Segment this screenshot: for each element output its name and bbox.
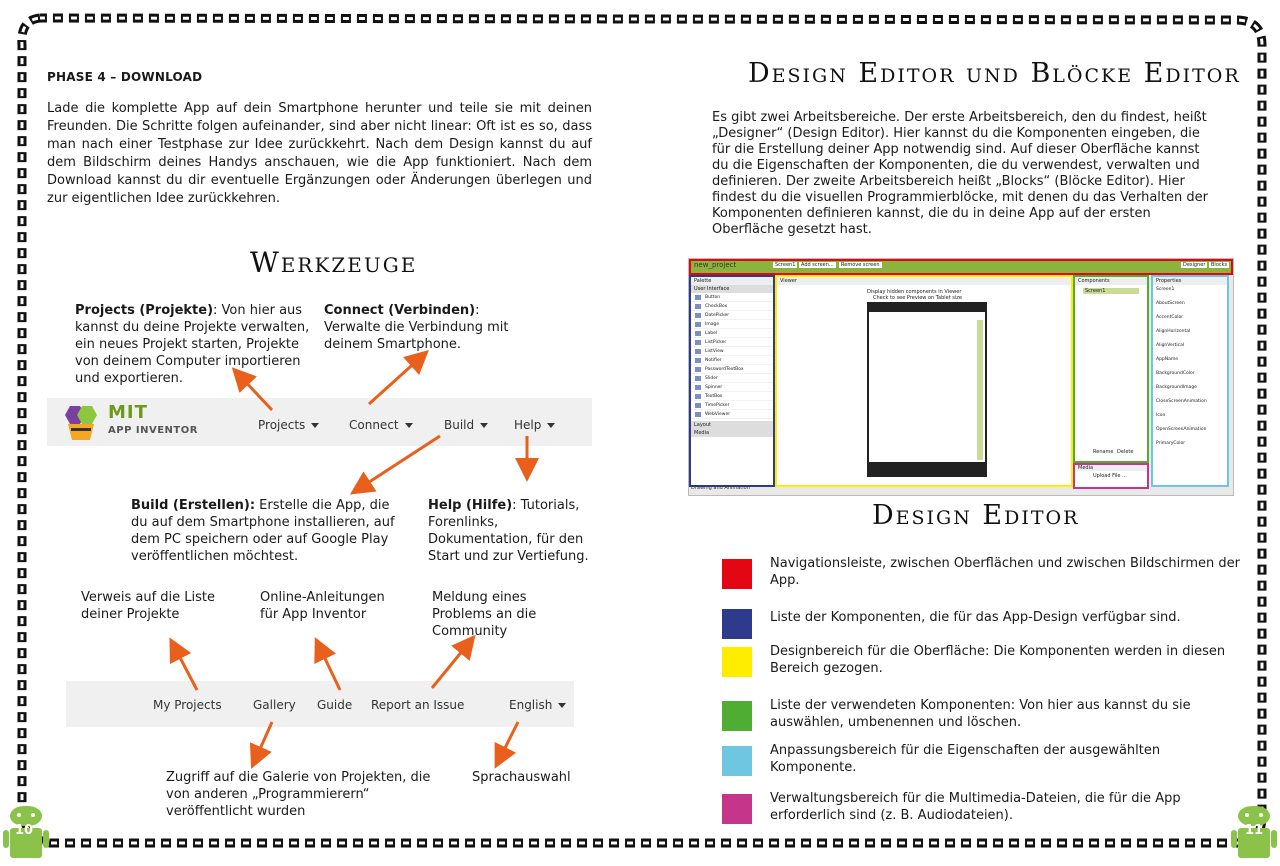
- palette-item[interactable]: ListPicker: [691, 338, 773, 347]
- media-title: Media: [1075, 465, 1147, 471]
- legend-text: Liste der verwendeten Komponenten: Von hier aus kannst du sie auswählen, umbenennen und löschen.: [770, 698, 1191, 730]
- language-label: English: [509, 698, 553, 712]
- note-help-title: Help (Hilfe): [428, 498, 513, 513]
- legend-text: Designbereich für die Oberfläche: Die Komponenten werden in diesen Bereich gezogen.: [770, 644, 1226, 676]
- screen-select[interactable]: Screen1: [775, 262, 796, 268]
- arrow-guide: [320, 648, 340, 690]
- property-item[interactable]: AlignHorizontal: [1156, 329, 1191, 334]
- legend-text: Navigationsleiste, zwischen Oberflächen und zwischen Bildschirmen der App.: [770, 556, 1240, 588]
- legend-item-green: [722, 697, 1232, 737]
- component-icon: [695, 340, 701, 345]
- user-interface-category[interactable]: User Interface: [691, 285, 773, 293]
- properties-title: Properties: [1153, 277, 1227, 285]
- palette-item[interactable]: Label: [691, 329, 773, 338]
- menu-connect-label: Connect: [349, 418, 399, 432]
- palette-item[interactable]: Button: [691, 293, 773, 302]
- component-icon: [695, 358, 701, 363]
- drawing-category[interactable]: Drawing and Animation: [691, 485, 750, 491]
- arrow-report: [432, 644, 468, 688]
- component-icon: [695, 376, 701, 381]
- phase-title: PHASE 4 – DOWNLOAD: [47, 70, 203, 84]
- blocks-button[interactable]: Blocks: [1211, 262, 1228, 268]
- legend-swatch: [722, 794, 752, 824]
- legend-swatch: [722, 746, 752, 776]
- rename-button[interactable]: Rename: [1093, 449, 1114, 455]
- component-screen1[interactable]: Screen1: [1083, 288, 1139, 294]
- menu-help-label: Help: [514, 418, 542, 432]
- design-editor-heading: Design Editor: [872, 500, 1080, 531]
- legend-item-yellow: [722, 643, 1232, 683]
- arrow-build: [360, 436, 440, 488]
- arrow-myprojects: [175, 648, 197, 690]
- designer-button[interactable]: Designer: [1183, 262, 1206, 268]
- legend-item-lightblue: [722, 742, 1232, 782]
- note-projects-title: Projects (Projekte): [75, 303, 214, 318]
- note-myprojects: Verweis auf die Liste deiner Projekte: [81, 590, 216, 622]
- note-language: Sprachauswahl: [472, 770, 571, 785]
- property-item[interactable]: CloseScreenAnimation: [1156, 399, 1207, 404]
- property-item[interactable]: Screen1: [1156, 287, 1175, 292]
- palette-item[interactable]: ListView: [691, 347, 773, 356]
- properties-list: [1153, 285, 1227, 453]
- note-report: Meldung eines Problems an die Community: [432, 590, 537, 639]
- property-item[interactable]: AppName: [1156, 357, 1179, 362]
- media-category[interactable]: Media: [691, 429, 773, 437]
- component-icon: [695, 295, 701, 300]
- property-item[interactable]: PrimaryColor: [1156, 441, 1186, 446]
- right-page-heading: Design Editor und Blöcke Editor: [748, 58, 1241, 89]
- palette-title: Palette: [691, 277, 773, 285]
- menu-projects-label: Projects: [258, 418, 306, 432]
- palette-item[interactable]: TimePicker: [691, 401, 773, 410]
- property-item[interactable]: OpenScreenAnimation: [1156, 427, 1207, 432]
- viewer-title: Viewer: [777, 277, 1071, 285]
- legend-text: Verwaltungsbereich für die Multimedia-Dateien, die für die App erforderlich sind (z. B. Audiodateien).: [770, 791, 1181, 823]
- palette-item[interactable]: WebViewer: [691, 410, 773, 419]
- palette-item[interactable]: Slider: [691, 374, 773, 383]
- phone-screen: [869, 312, 985, 462]
- arrow-projects: [240, 376, 272, 410]
- arrow-gallery: [256, 722, 272, 758]
- delete-button[interactable]: Delete: [1117, 449, 1134, 455]
- link-gallery[interactable]: Gallery: [253, 698, 296, 712]
- tools-heading: Werkzeuge: [250, 246, 418, 279]
- link-report-issue[interactable]: Report an Issue: [371, 698, 465, 712]
- note-connect-text: : Verwalte die Verbindung mit deinem Smartphone.: [324, 303, 509, 352]
- property-item[interactable]: AccentColor: [1156, 315, 1184, 320]
- note-gallery: Zugriff auf die Galerie von Projekten, die von anderen „Programmierern“ veröffentlicht wurden: [166, 770, 431, 819]
- component-icon: [695, 403, 701, 408]
- link-guide[interactable]: Guide: [317, 698, 353, 712]
- property-item[interactable]: BackgroundImage: [1156, 385, 1197, 390]
- property-item[interactable]: BackgroundColor: [1156, 371, 1195, 376]
- component-icon: [695, 385, 701, 390]
- component-icon: [695, 304, 701, 309]
- palette-list: [691, 293, 773, 419]
- palette-item[interactable]: Image: [691, 320, 773, 329]
- property-item[interactable]: AboutScreen: [1156, 301, 1185, 306]
- palette-item[interactable]: DatePicker: [691, 311, 773, 320]
- note-help-text: : Tutorials, Forenlinks, Dokumentation, für den Start und zur Vertiefung.: [428, 498, 589, 564]
- property-item[interactable]: AlignVertical: [1156, 343, 1185, 348]
- palette-item[interactable]: Notifier: [691, 356, 773, 365]
- logo-app-inventor-text: APP INVENTOR: [108, 425, 198, 436]
- arrow-language: [500, 722, 518, 758]
- page-number-right: 11: [1245, 823, 1264, 838]
- note-connect-title: Connect (Verbinden): [324, 303, 476, 318]
- remove-screen-button[interactable]: Remove screen: [841, 262, 880, 268]
- add-screen-button[interactable]: Add screen...: [801, 262, 834, 268]
- legend-item-blue: [722, 605, 1232, 645]
- nav-bar-region: [689, 259, 1233, 275]
- viewer-region: [775, 275, 1073, 487]
- note-projects-text: : Von hier aus kannst du deine Projekte verwalten, ein neues Projekt starten, Projekte von deinem Computer importieren und exportieren.: [75, 303, 310, 386]
- media-region: [1073, 463, 1149, 489]
- legend-text: Anpassungsbereich für die Eigenschaften der ausgewählten Komponente.: [770, 743, 1161, 775]
- component-icon: [695, 412, 701, 417]
- component-icon: [695, 313, 701, 318]
- note-guide: Online-Anleitungen für App Inventor: [260, 590, 385, 622]
- legend-item-red: [722, 555, 1240, 595]
- display-hidden-checkbox[interactable]: Display hidden components in Viewer: [867, 289, 962, 295]
- legend-swatch: [722, 559, 752, 589]
- palette-region: [689, 275, 775, 487]
- project-name: new_project: [694, 261, 737, 269]
- legend-swatch: [722, 647, 752, 677]
- palette-item[interactable]: Spinner: [691, 383, 773, 392]
- note-build-title: Build (Erstellen):: [131, 498, 256, 513]
- upload-file-button[interactable]: Upload File ...: [1093, 473, 1127, 479]
- link-my-projects[interactable]: My Projects: [153, 698, 222, 712]
- component-icon: [695, 322, 701, 327]
- tablet-preview-checkbox[interactable]: Check to see Preview on Tablet size: [873, 295, 962, 301]
- component-icon: [695, 331, 701, 336]
- legend-swatch: [722, 701, 752, 731]
- palette-item[interactable]: PasswordTextBox: [691, 365, 773, 374]
- layout-category[interactable]: Layout: [691, 421, 773, 429]
- designer-screenshot: [688, 258, 1234, 496]
- palette-item[interactable]: TextBox: [691, 392, 773, 401]
- property-item[interactable]: Icon: [1156, 413, 1166, 418]
- component-icon: [695, 367, 701, 372]
- legend-swatch: [722, 609, 752, 639]
- palette-item[interactable]: CheckBox: [691, 302, 773, 311]
- note-build-text: Erstelle die App, die du auf dem Smartphone installieren, auf dem PC speichern oder auf Google Play veröffentlichen möchtest.: [131, 498, 395, 564]
- arrow-connect: [369, 358, 420, 404]
- menu-build-label: Build: [444, 418, 475, 432]
- legend-text: Liste der Komponenten, die für das App-Design verfügbar sind.: [770, 610, 1181, 625]
- intro-paragraph: Lade die komplette App auf dein Smartphone herunter und teile sie mit deinen Freunden. Die Schritte folgen aufeinander, sind aber nicht linear: Oft ist es so, dass man nach einer Testphase zur Idee zurückkehrt. Nach dem Design kannst du auf dem Bildschirm deines Handys anschauen, wie die App funktioniert. Nach dem Download kannst du dir eventuelle Ergänzungen oder Änderungen überlegen und zur eigentlichen Idee zurückkehren.: [47, 101, 592, 206]
- component-icon: [695, 394, 701, 399]
- properties-region: [1151, 275, 1229, 487]
- page-number-left: 10: [15, 823, 34, 838]
- right-intro-text: Es gibt zwei Arbeitsbereiche. Der erste Arbeitsbereich, den du findest, heißt „Designer“ (Design Editor). Hier kannst du die Komponenten eingeben, die für die Erstellung deiner App notwendig sind. Auf dieser Oberfläche kannst du die Eigenschaften der Komponenten, die du verwendest, verwalten und definieren. Der zweite Arbeitsbereich heißt „Blocks“ (Blöcke Editor). Hier findest du die visuellen Programmierblöcke, mit denen du das Verhalten der Komponenten definieren kannst, die du in deine App auf der ersten Oberfläche gesetzt hast.: [712, 110, 1208, 237]
- phone-scrollbar: [977, 320, 983, 460]
- components-title: Components: [1075, 277, 1147, 285]
- phone-mockup: [867, 302, 987, 477]
- legend-item-magenta: [722, 790, 1232, 830]
- logo-mit-text: MIT: [108, 402, 148, 423]
- component-icon: [695, 349, 701, 354]
- components-region: [1073, 275, 1149, 463]
